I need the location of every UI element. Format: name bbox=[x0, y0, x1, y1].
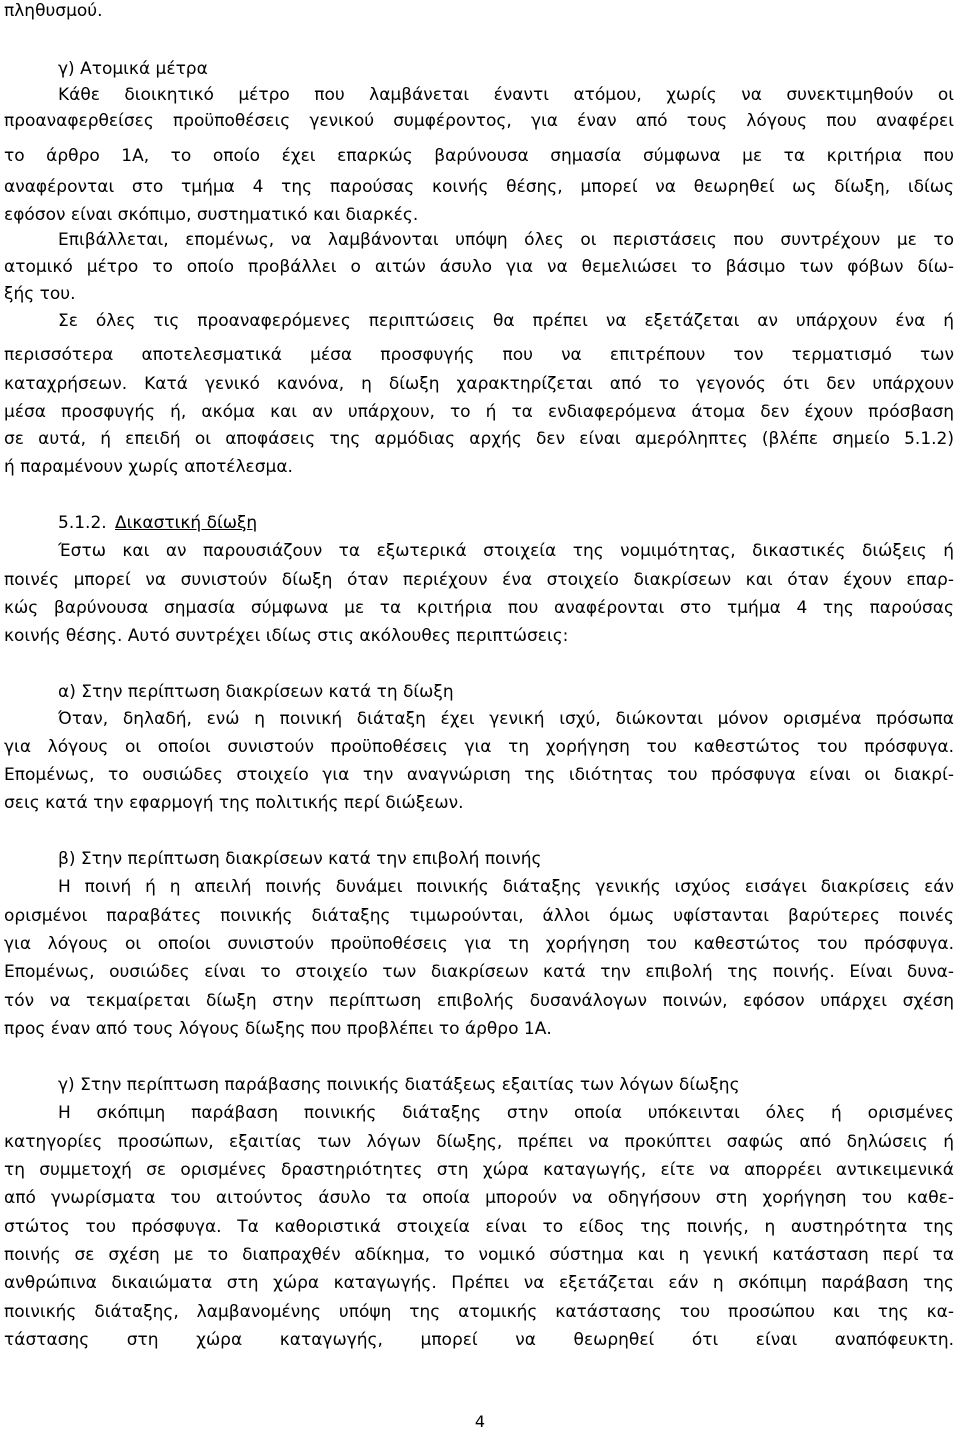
text-line: Έστω και αν παρουσιάζουν τα εξωτερικά στοιχεία της νομιμότητας, δικαστικές διώξεις ή bbox=[58, 541, 954, 561]
text-line: εφόσον είναι σκόπιμο, συστηματικό και διαρκές. bbox=[4, 205, 419, 225]
text-line: κώς βαρύνουσα σημασία σύμφωνα με τα κριτήρια που αναφέρονται στο τμήμα 4 της παρούσας bbox=[4, 598, 954, 618]
text-line: ξής του. bbox=[4, 284, 76, 304]
text-line: Η σκόπιμη παράβαση ποινικής διάταξης στην οποία υπόκεινται όλες ή ορισμένες bbox=[58, 1103, 954, 1123]
text-line: προαναφερθείσες προϋποθέσεις γενικού συμφέροντος, για έναν από τους λόγους που αναφέρει bbox=[4, 111, 954, 131]
text-line: ατομικό μέτρο το οποίο προβάλλει ο αιτών άσυλο για να θεμελιώσει το βάσιμο των φόβων δίω- bbox=[4, 257, 954, 277]
text-line: περισσότερα αποτελεσματικά μέσα προσφυγής που να επιτρέπουν τον τερματισμό των bbox=[4, 345, 954, 365]
text-line: Όταν, δηλαδή, ενώ η ποινική διάταξη έχει γενική ισχύ, διώκονται μόνον ορισμένα πρόσωπα bbox=[58, 709, 954, 729]
text-line: κατηγορίες προσώπων, εξαιτίας των λόγων δίωξης, πρέπει να προκύπτει σαφώς από δηλώσεις ή bbox=[4, 1132, 954, 1152]
text-line: κοινής θέσης. Αυτό συντρέχει ιδίως στις ακόλουθες περιπτώσεις: bbox=[4, 626, 569, 646]
text-line: ποινής σε σχέση με το διαπραχθέν αδίκημα, το νομικό σύστημα και η γενική κατάσταση περί τα bbox=[4, 1245, 954, 1265]
text-line: Η ποινή ή η απειλή ποινής δυνάμει ποινικής διάταξης γενικής ισχύος εισάγει διακρίσεις εάν bbox=[58, 877, 954, 897]
subsection-heading: γ) Στην περίπτωση παράβασης ποινικής διατάξεως εξαιτίας των λόγων δίωξης bbox=[58, 1075, 740, 1095]
text-line: Σε όλες τις προαναφερόμενες περιπτώσεις θα πρέπει να εξετάζεται αν υπάρχουν ένα ή bbox=[58, 311, 954, 331]
text-line: μέσα προσφυγής ή, ακόμα και αν υπάρχουν, το ή τα ενδιαφερόμενα άτομα δεν έχουν πρόσβαση bbox=[4, 402, 954, 422]
section-title: Δικαστική δίωξη bbox=[115, 513, 258, 533]
text-line: σε αυτά, ή επειδή οι αποφάσεις της αρμόδιας αρχής δεν είναι αμερόληπτες (βλέπε σημείο 5.1.2) bbox=[4, 429, 954, 449]
text-line: ανθρώπινα δικαιώματα στη χώρα καταγωγής. Πρέπει να εξετάζεται εάν η σκόπιμη παράβαση της bbox=[4, 1273, 954, 1293]
text-line: για λόγους οι οποίοι συνιστούν προϋποθέσεις για τη χορήγηση του καθεστώτος του πρόσφυγα. bbox=[4, 737, 954, 757]
text-line: από γνωρίσματα του αιτούντος άσυλο τα οποία μπορούν να οδηγήσουν στη χορήγηση του καθε- bbox=[4, 1188, 954, 1208]
text-line: στώτος του πρόσφυγα. Τα καθοριστικά στοιχεία είναι το είδος της ποινής, η αυστηρότητα της bbox=[4, 1217, 954, 1237]
subsection-heading: α) Στην περίπτωση διακρίσεων κατά τη δίωξη bbox=[58, 682, 454, 702]
text-line: τόν να τεκμαίρεται δίωξη στην περίπτωση επιβολής δυσανάλογων ποινών, εφόσον υπάρχει σχέση bbox=[4, 991, 954, 1011]
text-line: ποινικής διάταξης, λαμβανομένης υπόψη της ατομικής κατάστασης του προσώπου και της κα- bbox=[4, 1302, 954, 1322]
text-line: σεις κατά την εφαρμογή της πολιτικής περί διώξεων. bbox=[4, 793, 464, 813]
text-line: ποινές μπορεί να συνιστούν δίωξη όταν περιέχουν ένα στοιχείο διακρίσεων και όταν έχουν επαρ- bbox=[4, 570, 954, 590]
section-number: 5.1.2. bbox=[58, 513, 107, 533]
text-line: για λόγους οι οποίοι συνιστούν προϋποθέσεις για τη χορήγηση του καθεστώτος του πρόσφυγα. bbox=[4, 934, 954, 954]
text-line: πληθυσμού. bbox=[4, 1, 103, 21]
text-line: ορισμένοι παραβάτες ποινικής διάταξης τιμωρούνται, άλλοι όμως υφίστανται βαρύτερες ποινές bbox=[4, 906, 954, 926]
text-line: Κάθε διοικητικό μέτρο που λαμβάνεται έναντι ατόμου, χωρίς να συνεκτιμηθούν οι bbox=[58, 85, 954, 105]
text-line: τη συμμετοχή σε ορισμένες δραστηριότητες στη χώρα καταγωγής, είτε να απορρέει αντικειμενικά bbox=[4, 1160, 954, 1180]
page-number: 4 bbox=[474, 1412, 486, 1431]
text-line: Επομένως, ουσιώδες είναι το στοιχείο των διακρίσεων κατά την επιβολή της ποινής. Είναι δυνα- bbox=[4, 962, 954, 982]
text-line: αναφέρονται στο τμήμα 4 της παρούσας κοινής θέσης, μπορεί να θεωρηθεί ως δίωξη, ιδίως bbox=[4, 177, 954, 197]
text-line: Επιβάλλεται, επομένως, να λαμβάνονται υπόψη όλες οι περιστάσεις που συντρέχουν με το bbox=[58, 230, 954, 250]
text-line: τάστασης στη χώρα καταγωγής, μπορεί να θεωρηθεί ότι είναι αναπόφευκτη. bbox=[4, 1330, 954, 1350]
section-heading: γ) Ατομικά μέτρα bbox=[58, 59, 208, 79]
text-line: το άρθρο 1Α, το οποίο έχει επαρκώς βαρύνουσα σημασία σύμφωνα με τα κριτήρια που bbox=[4, 146, 954, 166]
text-line: καταχρήσεων. Κατά γενικό κανόνα, η δίωξη χαρακτηρίζεται από το γεγονός ότι δεν υπάρχουν bbox=[4, 374, 954, 394]
text-line: ή παραμένουν χωρίς αποτέλεσμα. bbox=[4, 457, 293, 477]
subsection-heading: β) Στην περίπτωση διακρίσεων κατά την επιβολή ποινής bbox=[58, 849, 542, 869]
text-line: προς έναν από τους λόγους δίωξης που προβλέπει το άρθρο 1Α. bbox=[4, 1019, 552, 1039]
text-line: Επομένως, το ουσιώδες στοιχείο για την αναγνώριση της ιδιότητας του πρόσφυγα είναι οι διακρί- bbox=[4, 765, 954, 785]
